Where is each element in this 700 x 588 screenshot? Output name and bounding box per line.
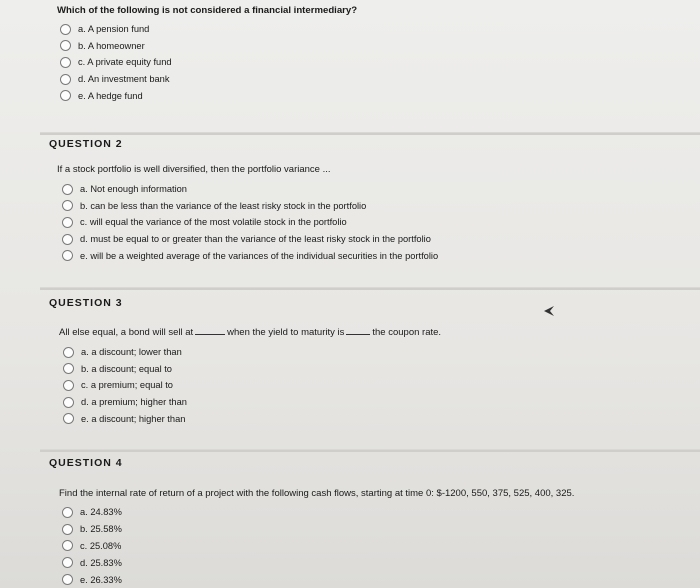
option-label: b. a discount; equal to <box>81 363 172 374</box>
divider <box>40 287 700 290</box>
option-label: e. a discount; higher than <box>81 413 186 424</box>
option-label: a. A pension fund <box>78 24 150 35</box>
q4-option-e[interactable] <box>62 571 689 588</box>
question-2-text: If a stock portfolio is well diversified, then the portfolio variance ... <box>57 164 331 175</box>
q4-option-d[interactable] <box>62 554 689 571</box>
text-fragment: All else equal, a bond will sell at <box>59 327 194 338</box>
question-1 <box>57 5 357 104</box>
option-label: a. 24.83% <box>80 507 122 518</box>
q3-option-c[interactable] <box>63 377 441 394</box>
text-fragment: when the yield to maturity is <box>227 327 345 338</box>
text-fragment: the coupon rate. <box>372 327 442 338</box>
radio-button[interactable] <box>60 57 71 68</box>
option-label: c. a premium; equal to <box>81 380 173 391</box>
radio-button[interactable] <box>63 380 74 391</box>
option-label: a. Not enough information <box>80 184 187 195</box>
option-label: a. a discount; lower than <box>81 347 182 358</box>
option-label: c. 25.08% <box>80 540 122 551</box>
q2-option-e[interactable] <box>62 247 438 264</box>
q1-option-c[interactable] <box>60 54 357 71</box>
question-3-body <box>59 327 441 427</box>
question-1-text: Which of the following is not considered a financial intermediary? <box>57 5 358 16</box>
q2-option-c[interactable] <box>62 214 438 231</box>
radio-button[interactable] <box>60 40 71 51</box>
radio-button[interactable] <box>62 200 73 211</box>
question-4 <box>49 457 123 469</box>
q2-option-d[interactable] <box>62 231 438 248</box>
option-label: b. can be less than the variance of the least risky stock in the portfolio <box>80 200 367 211</box>
radio-button[interactable] <box>62 540 73 551</box>
option-label: b. A homeowner <box>78 40 145 51</box>
radio-button[interactable] <box>62 557 73 568</box>
q1-option-e[interactable] <box>60 87 357 104</box>
question-4-text: Find the internal rate of return of a project with the following cash flows, starting at time 0: $-1200, 550, 375, 525, 400, 325. <box>59 488 575 499</box>
question-4-title: QUESTION 4 <box>49 457 123 469</box>
q3-option-d[interactable] <box>63 394 441 411</box>
option-label: d. 25.83% <box>80 557 122 568</box>
radio-button[interactable] <box>63 363 74 374</box>
radio-button[interactable] <box>62 184 73 195</box>
blank-line <box>195 334 225 335</box>
question-3-title: QUESTION 3 <box>49 297 123 309</box>
q2-option-a[interactable] <box>62 181 438 198</box>
q1-option-b[interactable] <box>60 38 357 55</box>
q4-option-b[interactable] <box>62 521 689 538</box>
option-label: e. 26.33% <box>80 574 122 585</box>
mouse-cursor-icon <box>542 304 556 318</box>
question-2 <box>49 138 123 150</box>
q3-option-a[interactable] <box>63 344 441 361</box>
blank-line <box>346 334 370 335</box>
radio-button[interactable] <box>62 234 73 245</box>
q3-option-e[interactable] <box>63 410 441 427</box>
question-2-body <box>57 164 438 264</box>
radio-button[interactable] <box>63 413 74 424</box>
option-label: d. An investment bank <box>78 74 170 85</box>
radio-button[interactable] <box>62 574 73 585</box>
q1-option-a[interactable] <box>60 21 357 38</box>
option-label: c. A private equity fund <box>78 57 172 68</box>
option-label: c. will equal the variance of the most volatile stock in the portfolio <box>80 217 347 228</box>
radio-button[interactable] <box>60 90 71 101</box>
q1-option-d[interactable] <box>60 71 357 88</box>
option-label: d. must be equal to or greater than the variance of the least risky stock in the portfolio <box>80 234 431 245</box>
option-label: b. 25.58% <box>80 524 122 535</box>
question-2-title: QUESTION 2 <box>49 138 123 150</box>
option-label: e. will be a weighted average of the variances of the individual securities in the portfolio <box>80 250 439 261</box>
radio-button[interactable] <box>60 24 71 35</box>
radio-button[interactable] <box>63 347 74 358</box>
question-4-body <box>59 488 689 588</box>
question-3 <box>49 297 123 309</box>
radio-button[interactable] <box>62 217 73 228</box>
radio-button[interactable] <box>62 250 73 261</box>
divider <box>40 449 700 452</box>
option-label: d. a premium; higher than <box>81 397 187 408</box>
q2-option-b[interactable] <box>62 198 438 215</box>
option-label: e. A hedge fund <box>78 90 143 101</box>
question-3-text <box>59 327 441 338</box>
q4-option-c[interactable] <box>62 538 689 555</box>
q4-option-a[interactable] <box>62 504 689 521</box>
radio-button[interactable] <box>62 507 73 518</box>
radio-button[interactable] <box>63 397 74 408</box>
radio-button[interactable] <box>62 524 73 535</box>
divider <box>40 132 700 135</box>
q3-option-b[interactable] <box>63 361 441 378</box>
radio-button[interactable] <box>60 74 71 85</box>
